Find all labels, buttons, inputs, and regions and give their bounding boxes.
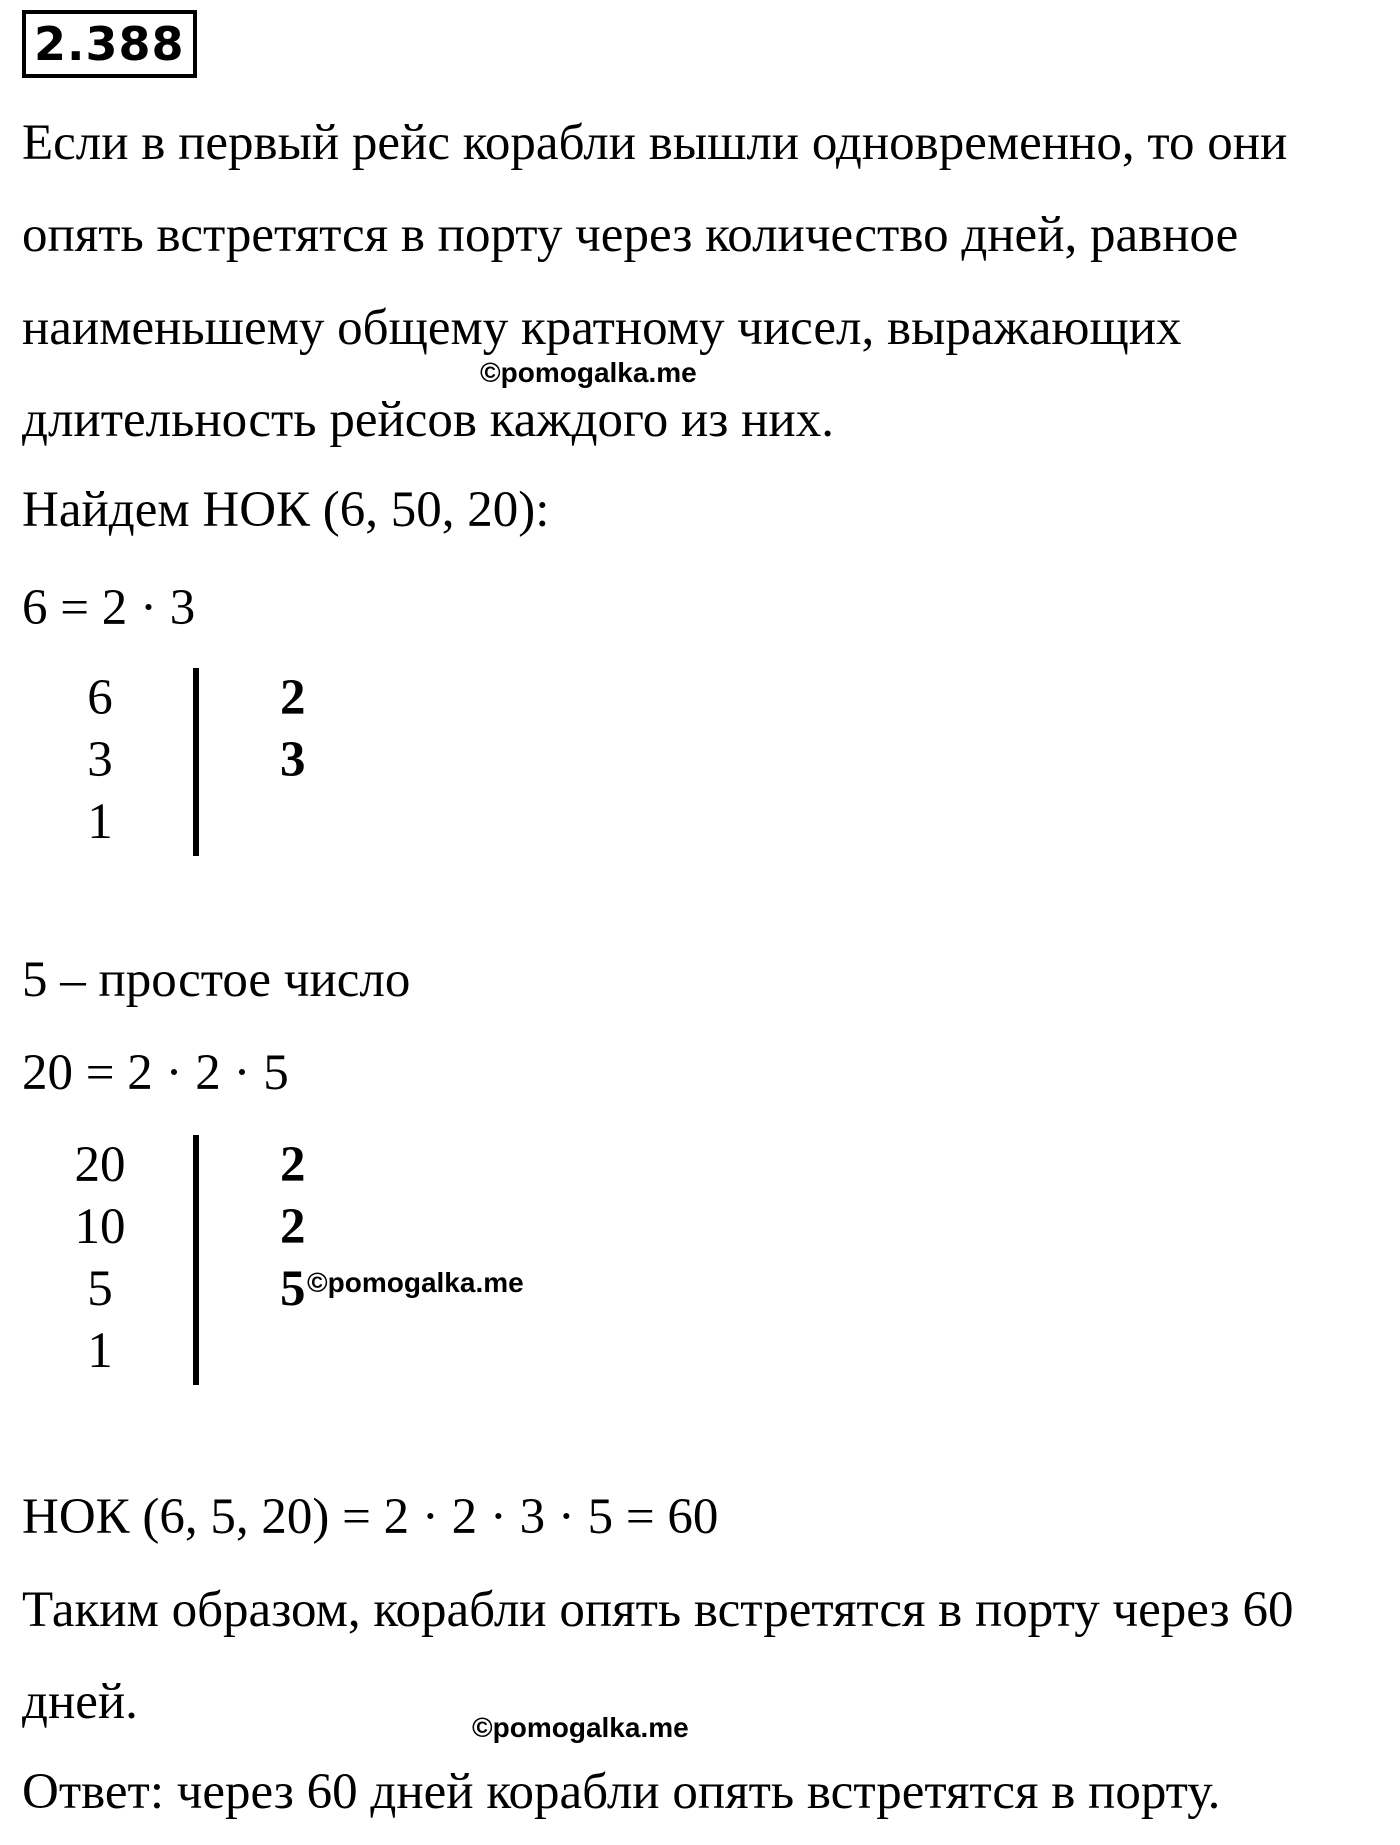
find-lcm-line: Найдем НОК (6, 50, 20): bbox=[22, 482, 550, 538]
ladder-number: 6 bbox=[87, 670, 113, 726]
intro-line-1: Если в первый рейс корабли вышли одновременно, то они bbox=[22, 115, 1288, 171]
answer-line: Ответ: через 60 дней корабли опять встретятся в порту. bbox=[22, 1764, 1221, 1820]
ladder-number: 10 bbox=[74, 1199, 126, 1255]
ladder-divider bbox=[193, 668, 199, 856]
factorization-20-ladder bbox=[0, 1135, 400, 1385]
problem-number: 2.388 bbox=[22, 10, 197, 78]
ladder-divider bbox=[193, 1135, 199, 1385]
intro-line-4: длительность рейсов каждого из них. bbox=[22, 392, 834, 448]
ladder-factor: 5 bbox=[280, 1261, 306, 1317]
watermark: ©pomogalka.me bbox=[480, 357, 697, 388]
ladder-number: 5 bbox=[87, 1261, 113, 1317]
prime-note: 5 – простое число bbox=[22, 952, 411, 1008]
intro-line-2: опять встретятся в порту через количество дней, равное bbox=[22, 207, 1239, 263]
ladder-factor: 2 bbox=[280, 670, 306, 726]
conclusion-line-2: дней. bbox=[22, 1674, 138, 1730]
ladder-factor: 2 bbox=[280, 1199, 306, 1255]
factorization-20-equation: 20 = 2 · 2 · 5 bbox=[22, 1045, 289, 1101]
factorization-6-ladder bbox=[0, 668, 400, 858]
ladder-factor: 3 bbox=[280, 732, 306, 788]
ladder-number: 1 bbox=[87, 1323, 113, 1379]
ladder-number: 3 bbox=[87, 732, 113, 788]
watermark: ©pomogalka.me bbox=[472, 1712, 689, 1743]
lcm-result: НОК (6, 5, 20) = 2 · 2 · 3 · 5 = 60 bbox=[22, 1489, 719, 1545]
intro-line-3: наименьшему общему кратному чисел, выражающих bbox=[22, 300, 1182, 356]
ladder-factor: 2 bbox=[280, 1137, 306, 1193]
ladder-number: 20 bbox=[74, 1137, 126, 1193]
ladder-number: 1 bbox=[87, 794, 113, 850]
watermark: ©pomogalka.me bbox=[307, 1267, 524, 1298]
conclusion-line-1: Таким образом, корабли опять встретятся в порту через 60 bbox=[22, 1582, 1294, 1638]
factorization-6-equation: 6 = 2 · 3 bbox=[22, 580, 196, 636]
